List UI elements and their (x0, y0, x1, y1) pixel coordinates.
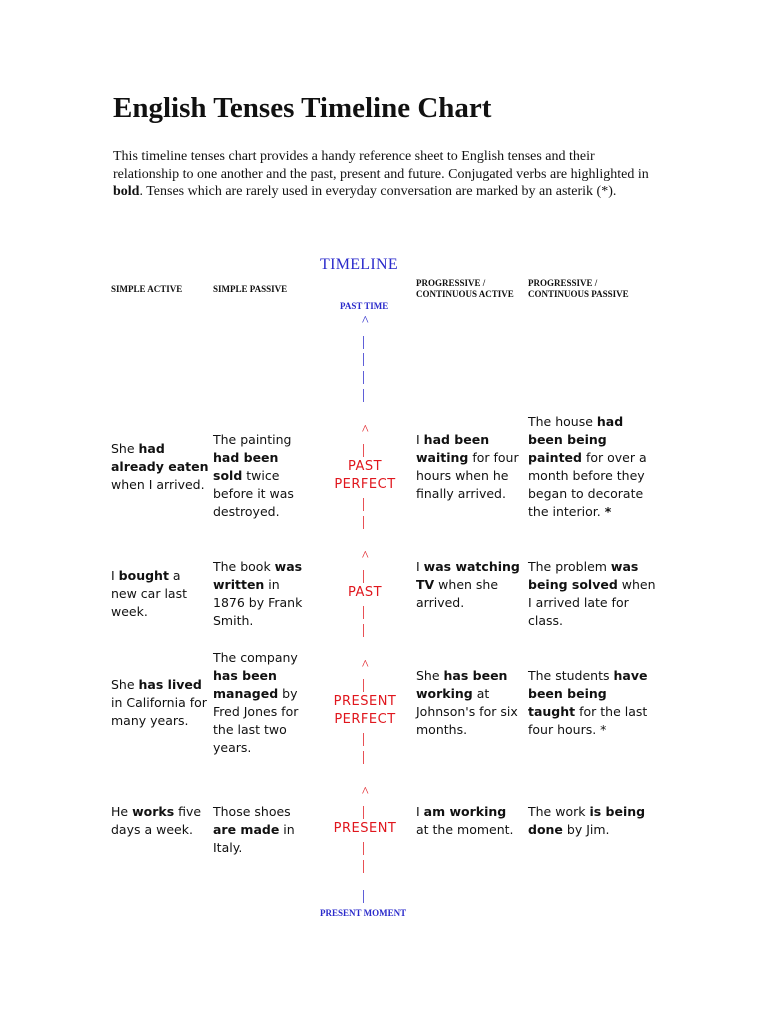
cell-progressive-active (416, 558, 520, 612)
conjugated-verb: has been working (416, 668, 508, 701)
tense-label-past: PAST (347, 585, 383, 600)
cell-text: The problem (528, 559, 611, 574)
conjugated-verb: had been waiting (416, 432, 490, 465)
cell-text: The house (528, 414, 597, 429)
cell-text: I (416, 559, 424, 574)
conjugated-verb: had been being painted (528, 414, 624, 465)
cell-text: The students (528, 668, 614, 683)
cell-simple-passive (213, 431, 309, 521)
cell-text: in California for many years. (111, 695, 207, 728)
timeline-line: | (362, 888, 366, 904)
timeline-line: | (362, 387, 366, 403)
conjugated-verb: has lived (138, 677, 202, 692)
row-arrow-up-icon: ^ (362, 549, 369, 564)
cell-progressive-passive (528, 558, 656, 630)
conjugated-verb: bought (118, 568, 169, 583)
cell-progressive-active (416, 803, 520, 839)
row-arrow-up-icon: ^ (362, 785, 369, 800)
row-line: | (362, 496, 366, 512)
conjugated-verb: was watching TV (416, 559, 520, 592)
cell-simple-passive (213, 803, 317, 857)
cell-simple-passive (213, 558, 309, 630)
cell-simple-active (111, 567, 209, 621)
row-line: | (362, 604, 366, 620)
cell-text: in Italy. (213, 822, 295, 855)
row-line: | (362, 568, 366, 584)
conjugated-verb: is being done (528, 804, 646, 837)
cell-text: The work (528, 804, 590, 819)
intro-paragraph (113, 148, 653, 201)
row-line: | (362, 514, 366, 530)
cell-progressive-active (416, 667, 520, 739)
column-header-progressive-passive: PROGRESSIVE / CONTINUOUS PASSIVE (528, 278, 629, 299)
present-moment-label: PRESENT MOMENT (320, 908, 407, 918)
conjugated-verb: are made (213, 822, 280, 837)
cell-progressive-passive (528, 413, 654, 521)
conjugated-verb: had already eaten (111, 441, 209, 474)
cell-text: for over a month before they began to decorate the interior. (528, 450, 647, 519)
timeline-heading: TIMELINE (320, 256, 398, 273)
cell-text: I (416, 804, 424, 819)
cell-text: The company (213, 650, 298, 665)
cell-text: by Fred Jones for the last two years. (213, 686, 299, 755)
conjugated-verb: had been sold (213, 450, 279, 483)
cell-text: at the moment. (416, 822, 514, 837)
conjugated-verb: * (604, 504, 612, 519)
cell-text: He (111, 804, 133, 819)
intro-bold-word: bold (113, 184, 140, 199)
cell-text: five days a week. (111, 804, 202, 837)
timeline-line: | (362, 334, 366, 350)
row-line: | (362, 442, 366, 458)
cell-simple-passive (213, 649, 309, 757)
intro-text: This timeline tenses chart provides a handy reference sheet to English tenses and their relationship to one another and the past, present and future. Conjugated verbs are highlighted in (113, 149, 649, 182)
column-header-simple-active: SIMPLE ACTIVE (111, 284, 183, 294)
row-line: | (362, 840, 366, 856)
cell-text: at Johnson's for six months. (416, 686, 518, 737)
row-line: | (362, 622, 366, 638)
past-time-label: PAST TIME (340, 301, 389, 311)
tense-label-past-perfect: PAST PERFECT (334, 459, 396, 492)
row-line: | (362, 749, 366, 765)
row-arrow-up-icon: ^ (362, 658, 369, 673)
cell-text: when she arrived. (416, 577, 499, 610)
timeline-arrow-up-icon: ^ (362, 314, 369, 329)
conjugated-verb: have been being taught (528, 668, 648, 719)
cell-progressive-passive (528, 667, 648, 739)
conjugated-verb: has been managed (213, 668, 279, 701)
tense-label-present: PRESENT (333, 821, 397, 836)
conjugated-verb: was being solved (528, 559, 639, 592)
conjugated-verb: works (132, 804, 175, 819)
cell-text: when I arrived. (111, 477, 205, 492)
cell-text: Those shoes (213, 804, 291, 819)
row-line: | (362, 677, 366, 693)
row-line: | (362, 858, 366, 874)
cell-simple-active (111, 803, 209, 839)
row-line: | (362, 804, 366, 820)
cell-text: The book (213, 559, 275, 574)
cell-simple-active (111, 440, 209, 494)
cell-text: She (111, 441, 139, 456)
cell-text: She (416, 668, 444, 683)
cell-text: by Jim. (562, 822, 610, 837)
cell-progressive-passive (528, 803, 648, 839)
cell-text: I (416, 432, 424, 447)
cell-text: when I arrived late for class. (528, 577, 656, 628)
row-line: | (362, 731, 366, 747)
cell-text: for the last four hours. * (528, 704, 648, 737)
cell-text: for four hours when he finally arrived. (416, 450, 519, 501)
timeline-line: | (362, 369, 366, 385)
cell-simple-active (111, 676, 211, 730)
row-arrow-up-icon: ^ (362, 423, 369, 438)
cell-text: a new car last week. (111, 568, 188, 619)
timeline-line: | (362, 351, 366, 367)
column-header-simple-passive: SIMPLE PASSIVE (213, 284, 288, 294)
cell-text: The painting (213, 432, 292, 447)
cell-text: She (111, 677, 139, 692)
conjugated-verb: was written (213, 559, 303, 592)
conjugated-verb: am working (423, 804, 507, 819)
cell-text: in 1876 by Frank Smith. (213, 577, 303, 628)
cell-text: I (111, 568, 119, 583)
intro-text-end: . Tenses which are rarely used in everyday conversation are marked by an asterik (*). (139, 184, 617, 199)
column-header-progressive-active: PROGRESSIVE / CONTINUOUS ACTIVE (416, 278, 514, 299)
tense-label-present-perfect: PRESENT PERFECT (333, 694, 397, 727)
cell-text: twice before it was destroyed. (213, 468, 294, 519)
cell-progressive-active (416, 431, 520, 503)
page-title: English Tenses Timeline Chart (113, 92, 492, 124)
